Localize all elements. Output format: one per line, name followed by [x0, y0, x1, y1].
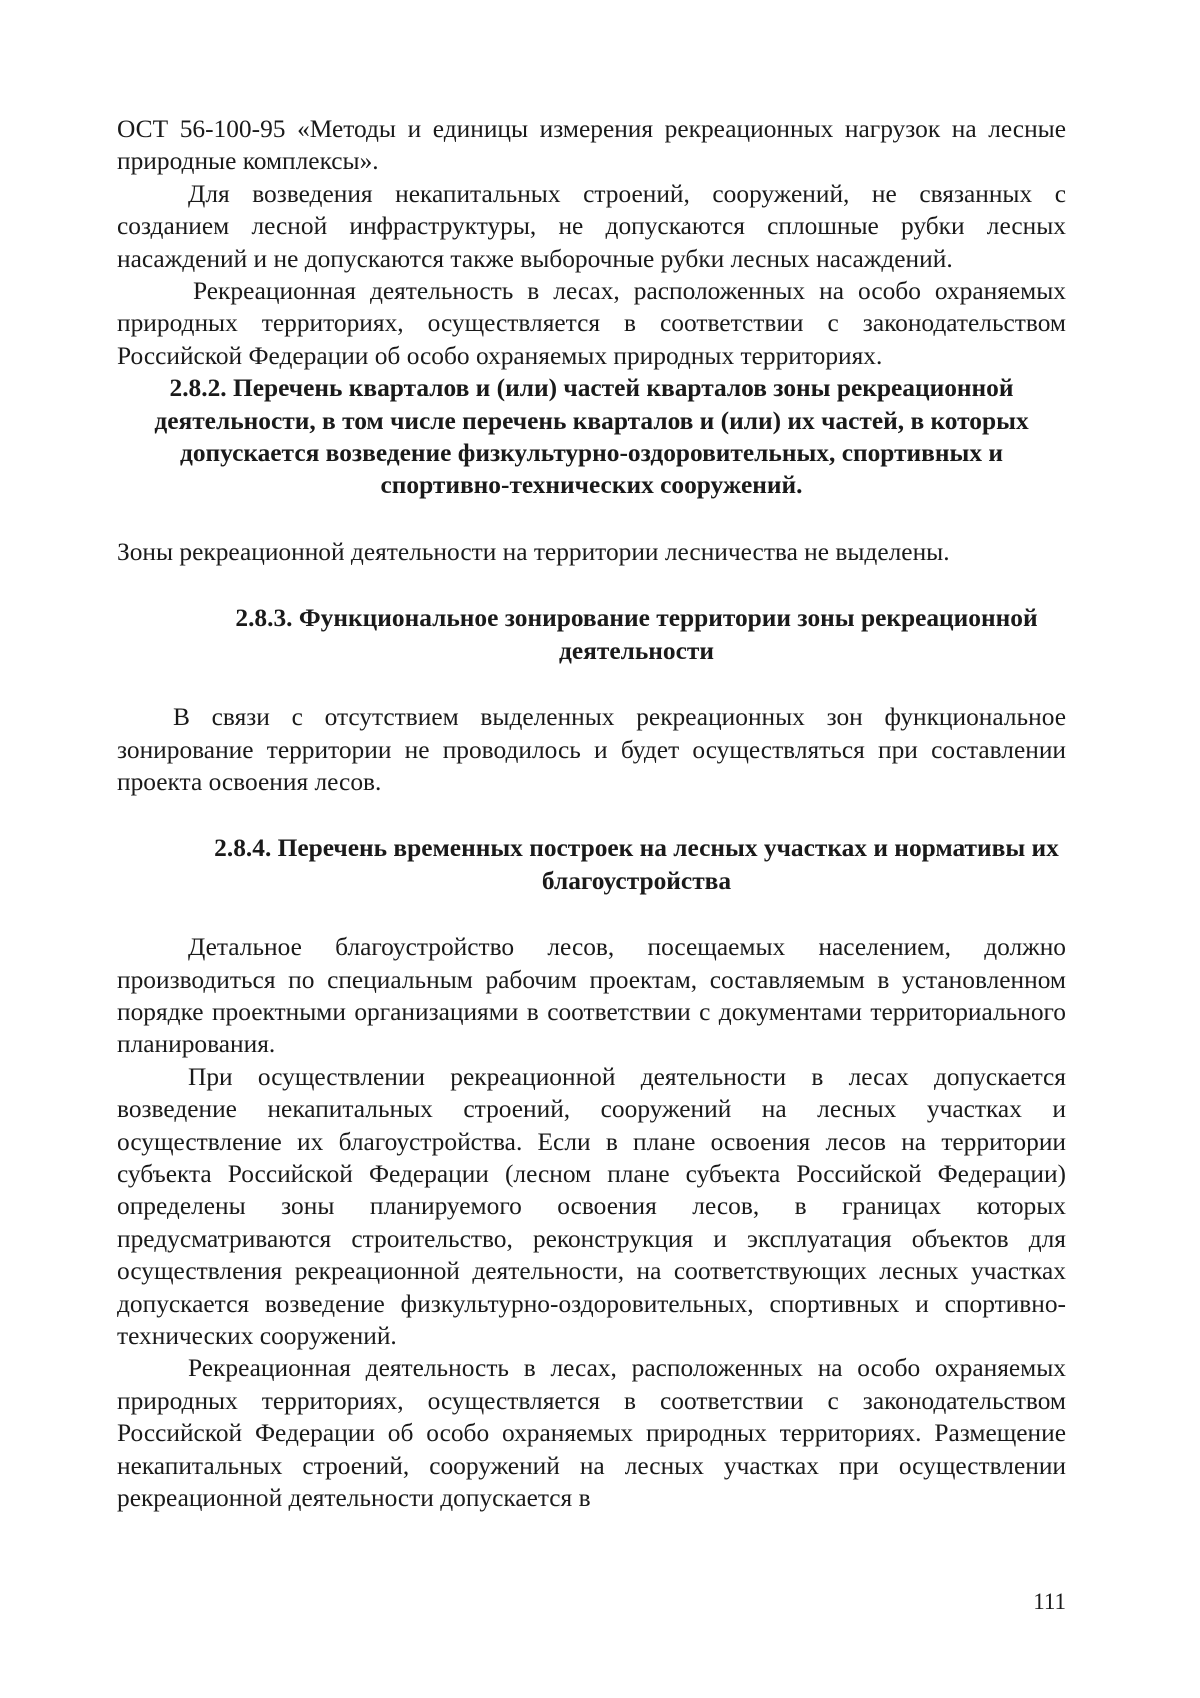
paragraph-protected-areas: Рекреационная деятельность в лесах, расположенных на особо охраняемых природных территориях, осуществляется в соответствии с законодательством Российской Федерации об особо охраняемых природных территориях. — [117, 277, 1066, 370]
page-number: 111 — [1033, 1589, 1066, 1614]
paragraph-temporary-structures: При осуществлении рекреационной деятельности в лесах допускается возведение некапитальных строений, сооружений на лесных участках и осуществление их благоустройства. Если в плане освоения лесов на территории субъекта Российской Федерации (лесном плане субъекта Российской Федерации) определены зоны планируемого освоения лесов, в границах которых предусматриваются строительство, реконструкция и эксплуатация объектов для осуществления рекреационной деятельности, на соответствующих лесных участках допускается возведение физкультурно-оздоровительных, спортивных и спортивно-технических сооружений. — [117, 1062, 1066, 1350]
heading-2-8-4: 2.8.4. Перечень временных построек на лесных участках и нормативы их благоустройства — [214, 834, 1059, 895]
paragraph-ost-reference: ОСТ 56-100-95 «Методы и единицы измерения рекреационных нагрузок на лесные природные комплексы». — [117, 115, 1066, 176]
page-content — [117, 113, 1066, 1514]
paragraph-no-clearcut: Для возведения некапитальных строений, сооружений, не связанных с созданием лесной инфраструктуры, не допускаются сплошные рубки лесных насаждений и не допускаются также выборочные рубки лесных насаждений. — [117, 179, 1066, 273]
heading-2-8-3: 2.8.3. Функциональное зонирование территории зоны рекреационной деятельности — [235, 604, 1038, 665]
paragraph-detailed-improvement: Детальное благоустройство лесов, посещаемых населением, должно производиться по специальным рабочим проектам, составляемым в установленном порядке проектными организациями в соответствии с документами территориального планирования. — [117, 933, 1066, 1059]
paragraph-zoning-not-done: В связи с отсутствием выделенных рекреационных зон функциональное зонирование территории не проводилось и будет осуществляться при составлении проекта освоения лесов. — [117, 703, 1066, 796]
paragraph-recreation-protected: Рекреационная деятельность в лесах, расположенных на особо охраняемых природных территориях, осуществляется в соответствии с законодательством Российской Федерации об особо охраняемых природных территориях. Размещение некапитальных строений, сооружений на лесных участках при осуществлении рекреационной деятельности допускается в — [117, 1354, 1066, 1513]
heading-2-8-2: 2.8.2. Перечень кварталов и (или) частей кварталов зоны рекреационной деятельности, в том числе перечень кварталов и (или) их частей, в которых допускается возведение физкультурно-оздоровительных, спортивных и спортивно-технических сооружений. — [154, 374, 1029, 500]
paragraph-zones-not-allocated: Зоны рекреационной деятельности на территории лесничества не выделены. — [117, 537, 950, 566]
